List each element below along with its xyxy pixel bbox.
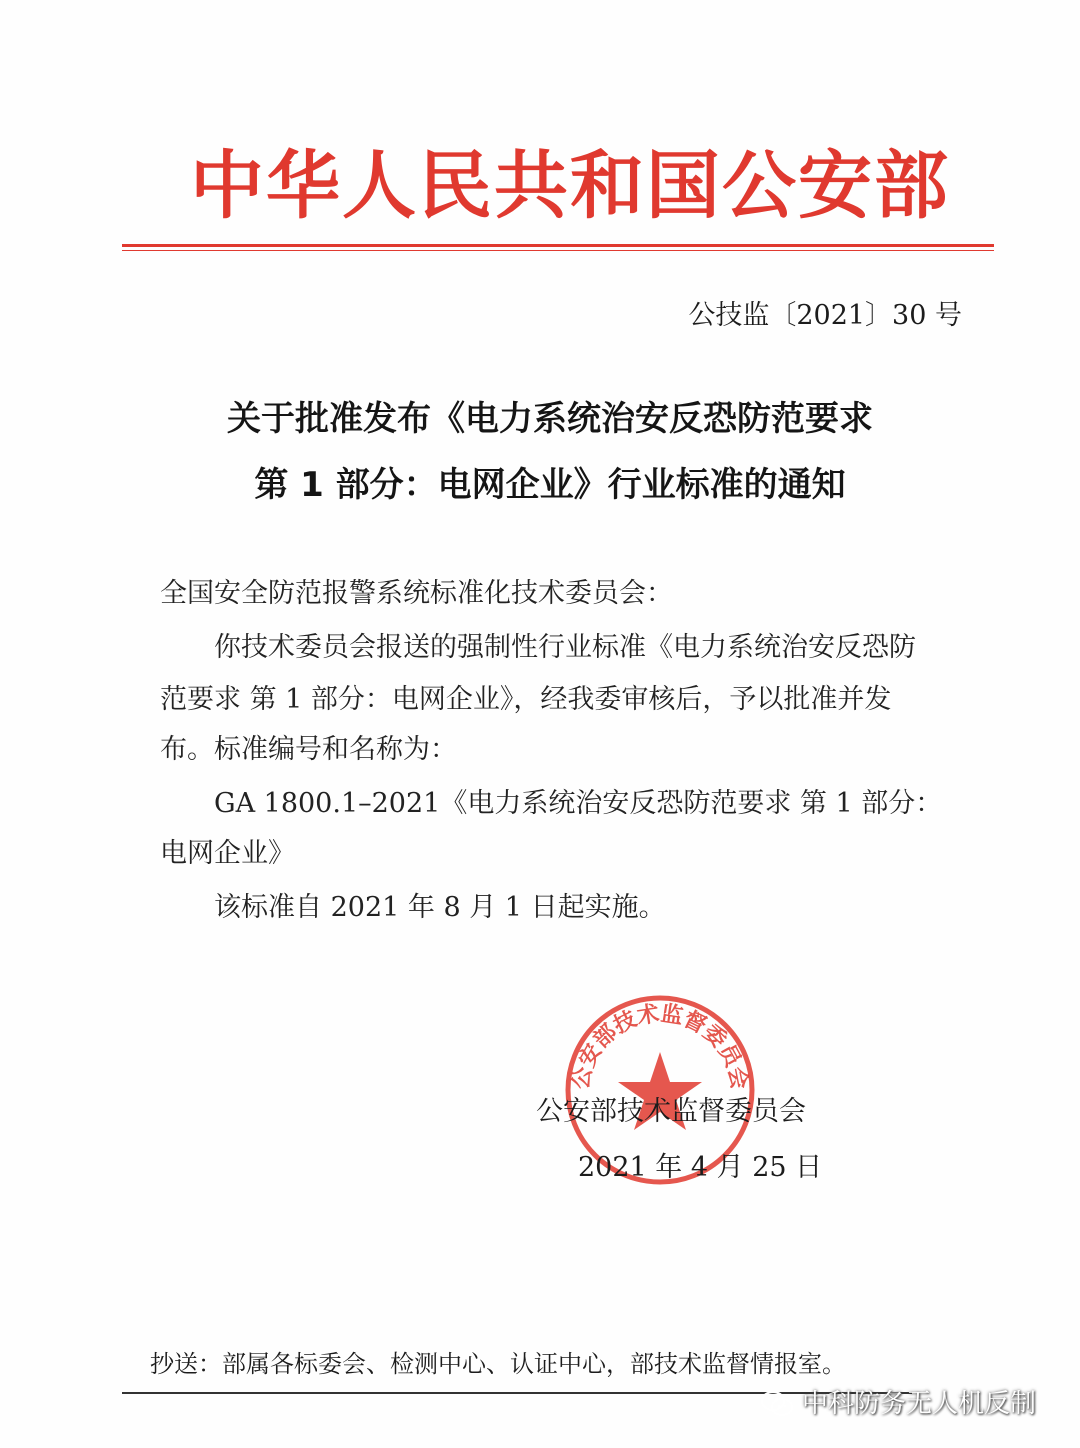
- effective-date-line: 该标准自 2021 年 8 月 1 日起实施。: [214, 892, 666, 923]
- signing-organization: 公安部技术监督委员会: [536, 1096, 806, 1127]
- addressee: 全国安全防范报警系统标准化技术委员会：: [160, 578, 673, 609]
- seal-text: 公安部技术监督委员会: [568, 1001, 752, 1092]
- cc-list: 抄送：部属各标委会、检测中心、认证中心，部技术监督情报室。: [150, 1350, 846, 1378]
- header-red-rule-thin: [122, 250, 994, 251]
- standard-name-line: 电网企业》: [160, 838, 295, 869]
- header-red-rule: [122, 244, 994, 247]
- paragraph-line: 你技术委员会报送的强制性行业标准《电力系统治安反恐防: [214, 632, 916, 663]
- paragraph-line: 布。标准编号和名称为：: [160, 734, 457, 765]
- document-number: 公技监〔2021〕30 号: [688, 300, 962, 331]
- wechat-icon: [760, 1389, 794, 1419]
- issuer-header: 中华人民共和国公安部: [190, 143, 950, 229]
- standard-name-line: GA 1800.1–2021《电力系统治安反恐防范要求 第 1 部分：: [214, 788, 943, 819]
- document-title: [140, 386, 960, 518]
- paragraph-line: 范要求 第 1 部分：电网企业》，经我委审核后，予以批准并发: [160, 684, 892, 715]
- document-title-line-1: 关于批准发布《电力系统治安反恐防范要求: [227, 399, 873, 439]
- watermark-text: 中科防务无人机反制: [802, 1389, 1037, 1419]
- document-title-line-2: 第 1 部分：电网企业》行业标准的通知: [254, 465, 846, 505]
- signing-date: 2021 年 4 月 25 日: [578, 1152, 823, 1183]
- watermark: [760, 1384, 1036, 1424]
